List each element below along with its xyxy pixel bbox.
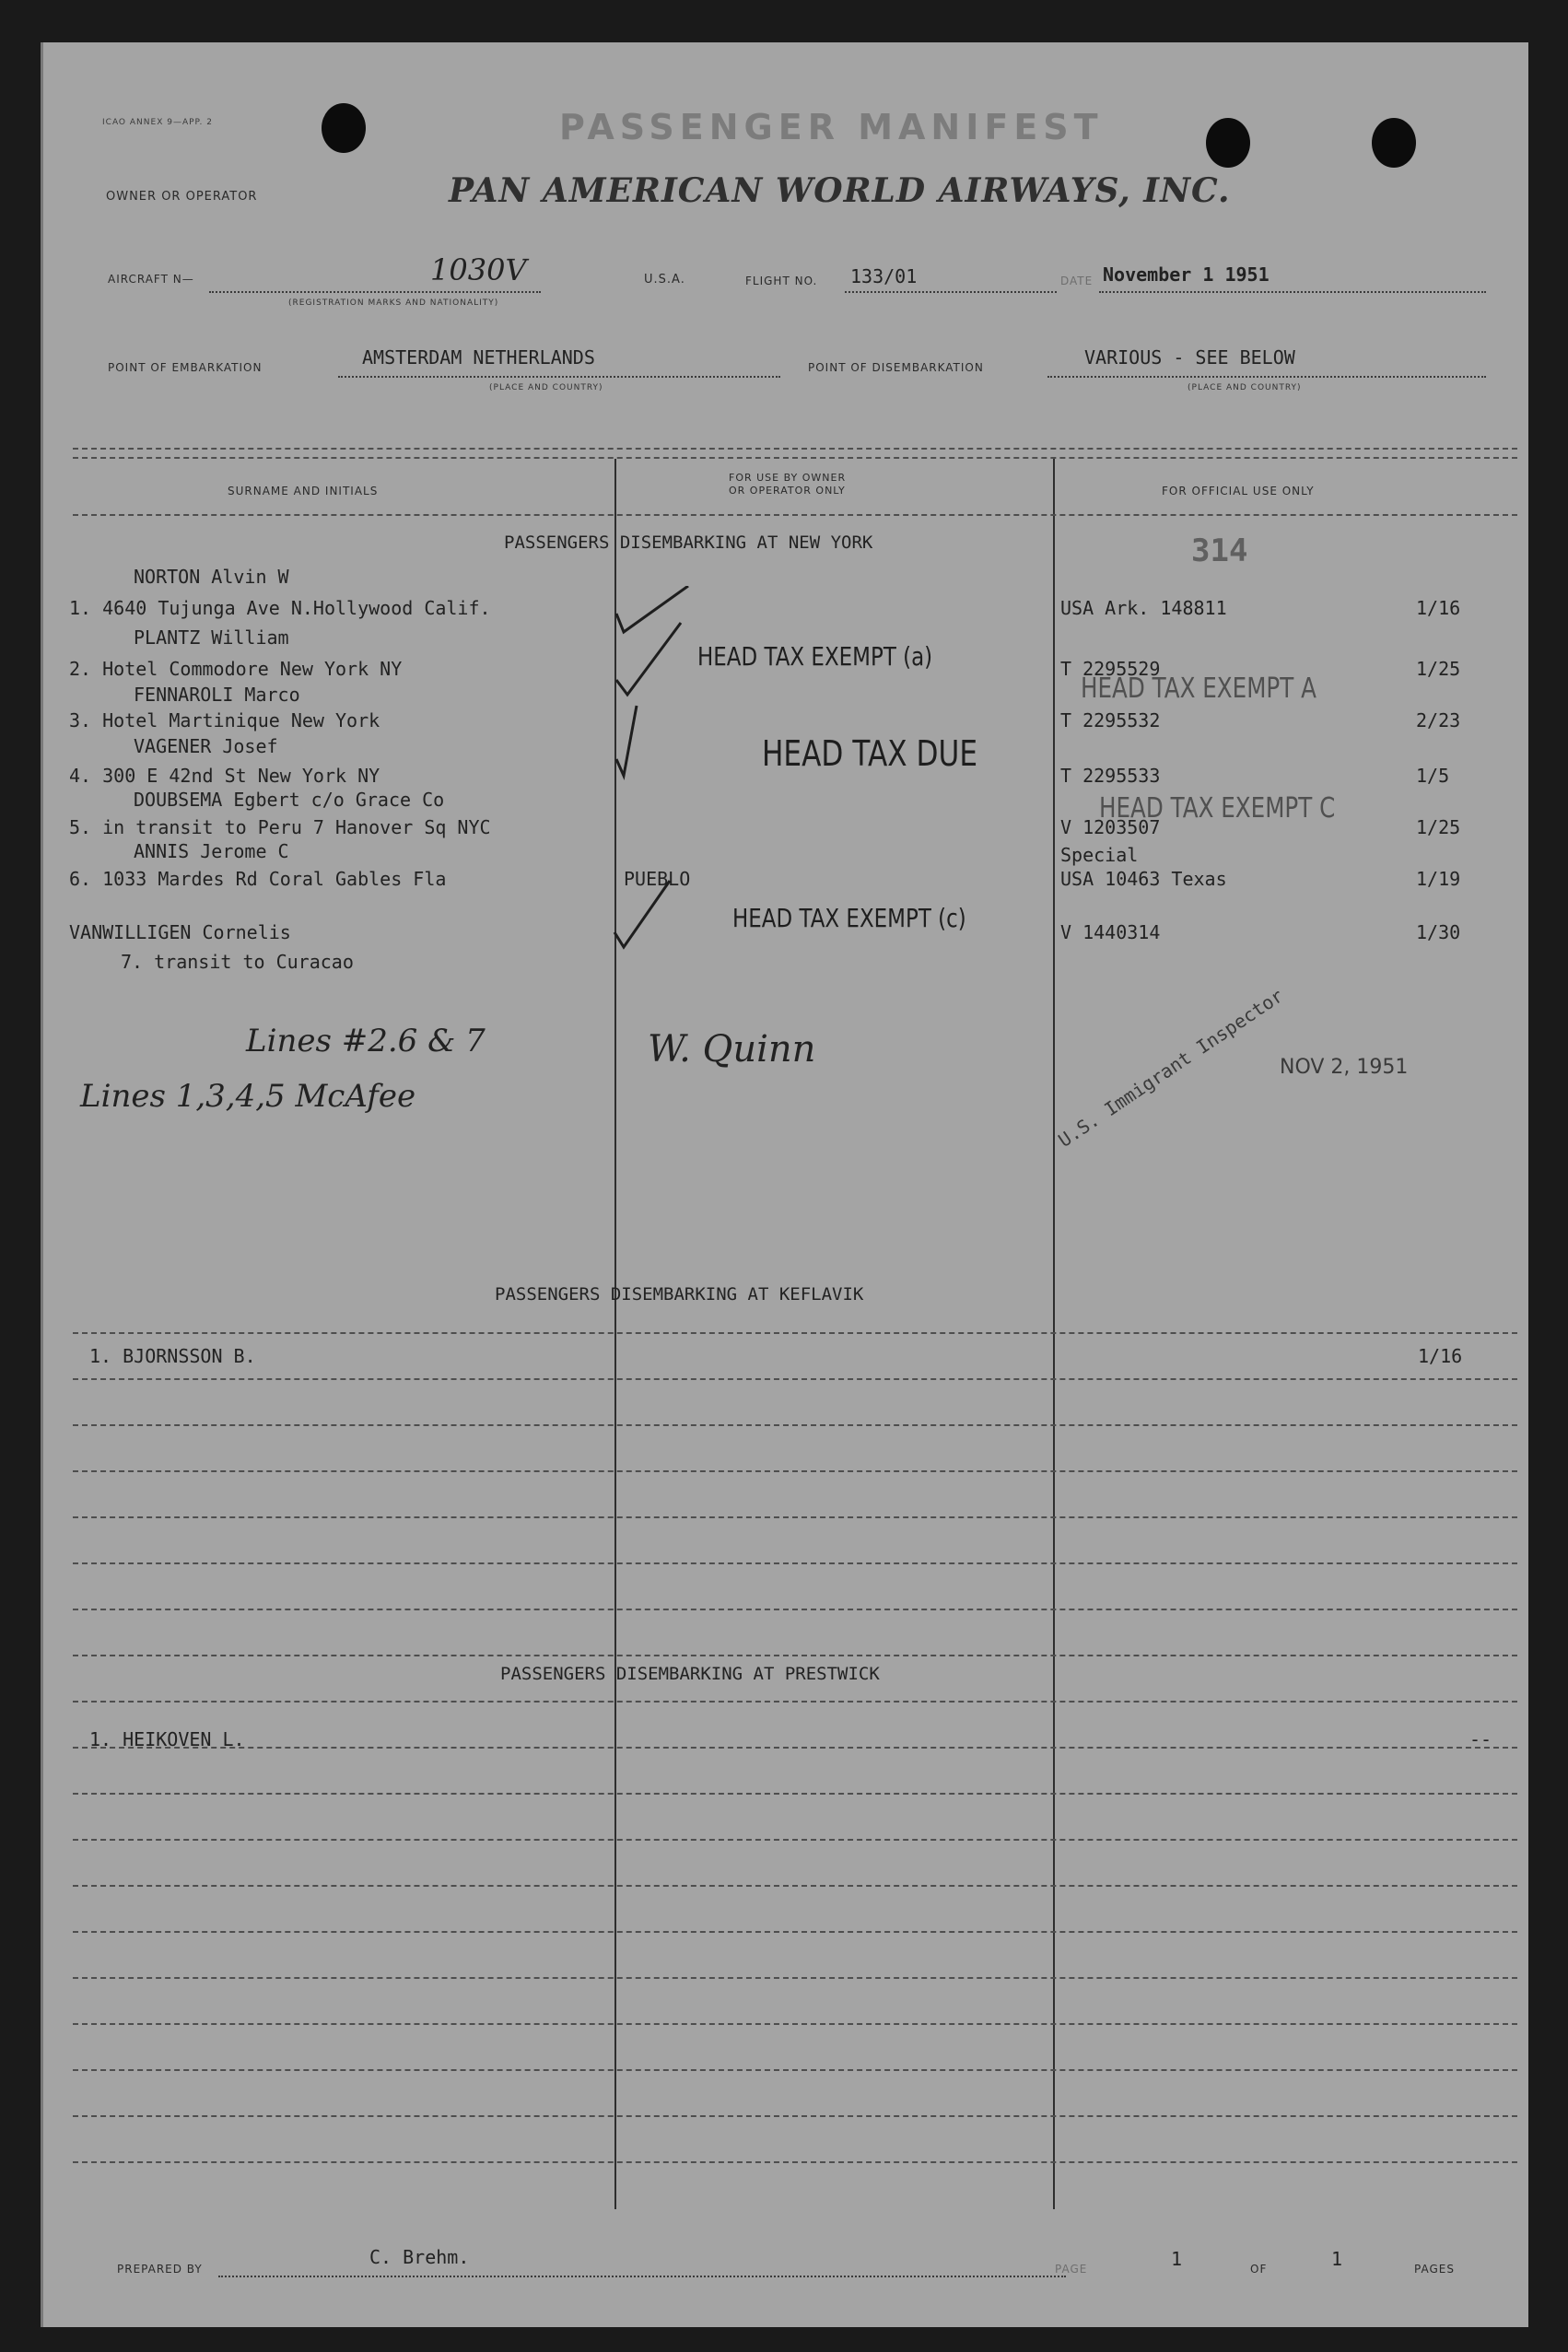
ledger-line — [73, 514, 1517, 516]
header-rule-bottom — [73, 457, 1517, 459]
passenger-name: ANNIS Jerome C — [134, 840, 289, 862]
section-heading-keflavik: PASSENGERS DISEMBARKING AT KEFLAVIK — [495, 1284, 864, 1305]
passenger-address: 6. 1033 Mardes Rd Coral Gables Fla — [69, 868, 447, 890]
section-heading-prestwick: PASSENGERS DISEMBARKING AT PRESTWICK — [500, 1664, 880, 1684]
punch-hole-right — [1372, 118, 1416, 168]
disembark-underline — [1047, 376, 1486, 378]
official-entry: USA Ark. 148811 — [1060, 597, 1227, 619]
row-fraction: 2/23 — [1416, 709, 1461, 731]
row-fraction: 1/30 — [1416, 921, 1461, 943]
check-mark-icon — [616, 623, 681, 695]
prepared-label: PREPARED BY — [117, 2263, 203, 2276]
ledger-line — [73, 1747, 1517, 1749]
embark-value: AMSTERDAM NETHERLANDS — [362, 346, 595, 369]
manifest-sheet — [41, 42, 1528, 2327]
row-fraction: 1/25 — [1416, 658, 1461, 680]
form-title: PASSENGER MANIFEST — [559, 107, 1104, 147]
ledger-line — [73, 2161, 1517, 2163]
ledger-line — [73, 1655, 1517, 1656]
ledger-line — [73, 1562, 1517, 1564]
aircraft-caption: (REGISTRATION MARKS AND NATIONALITY) — [288, 298, 499, 308]
col-owner-header-2: OR OPERATOR ONLY — [729, 485, 846, 497]
inspector-date: NOV 2, 1951 — [1280, 1056, 1409, 1079]
official-entry: T 2295529 — [1060, 658, 1161, 680]
row-fraction: 1/19 — [1416, 868, 1461, 890]
passenger-address: 7. transit to Curacao — [121, 951, 354, 973]
ledger-line — [73, 1885, 1517, 1887]
ledger-line — [73, 1332, 1517, 1334]
row-fraction: 1/5 — [1416, 765, 1450, 787]
owner-label: OWNER OR OPERATOR — [106, 190, 258, 204]
passenger-address: 3. Hotel Martinique New York — [69, 709, 380, 731]
keflavik-fraction: 1/16 — [1418, 1345, 1463, 1367]
date-value: November 1 1951 — [1103, 263, 1270, 286]
official-entry: T 2295533 — [1060, 765, 1161, 787]
inspector-stamp: U.S. Immigrant Inspector — [1054, 984, 1288, 1152]
ledger-line — [73, 1424, 1517, 1426]
official-entry: V 1440314 — [1060, 921, 1161, 943]
pages-label: PAGES — [1414, 2263, 1455, 2276]
date-underline — [1099, 291, 1486, 293]
of-label: OF — [1250, 2263, 1268, 2276]
keflavik-passenger: 1. BJORNSSON B. — [89, 1345, 256, 1367]
punch-hole-left — [322, 103, 366, 153]
punch-hole-center — [1206, 118, 1250, 168]
page-label: PAGE — [1055, 2263, 1088, 2276]
column-divider-2 — [1053, 459, 1055, 2209]
aircraft-label: AIRCRAFT N— — [108, 273, 194, 286]
disembark-value: VARIOUS - SEE BELOW — [1084, 346, 1295, 369]
flight-value: 133/01 — [850, 265, 918, 287]
flight-underline — [845, 291, 1057, 293]
passenger-name: VAGENER Josef — [134, 735, 278, 757]
passenger-address: 4. 300 E 42nd St New York NY — [69, 765, 380, 787]
handwritten-lines-2-6-7: Lines #2.6 & 7 — [246, 1023, 486, 1059]
passenger-address: 1. 4640 Tujunga Ave N.Hollywood Calif. — [69, 597, 491, 619]
passenger-name: FENNAROLI Marco — [134, 684, 300, 706]
prestwick-passenger: 1. HEIKOVEN L. — [89, 1728, 245, 1750]
ledger-line — [73, 1839, 1517, 1841]
disembark-label: POINT OF DISEMBARKATION — [808, 361, 984, 374]
ledger-line — [73, 2023, 1517, 2025]
ledger-line — [73, 1378, 1517, 1380]
ledger-line — [73, 2115, 1517, 2117]
passenger-name: DOUBSEMA Egbert c/o Grace Co — [134, 789, 445, 811]
ledger-line — [73, 1701, 1517, 1703]
stamp-head-tax-exempt-a-official: HEAD TAX EXEMPT A — [1081, 673, 1316, 705]
aircraft-underline — [209, 291, 541, 293]
aircraft-value: 1030V — [430, 252, 527, 287]
header-rule-top — [73, 448, 1517, 450]
handwritten-lines-1-3-4-5: Lines 1,3,4,5 McAfee — [80, 1078, 416, 1115]
ledger-line — [73, 1977, 1517, 1979]
official-entry: T 2295532 — [1060, 709, 1161, 731]
embark-label: POINT OF EMBARKATION — [108, 361, 263, 374]
official-entry: V 1203507 — [1060, 816, 1161, 838]
official-special: Special — [1060, 844, 1139, 866]
col-official-header: FOR OFFICIAL USE ONLY — [1162, 485, 1315, 497]
prestwick-fraction: -- — [1469, 1728, 1492, 1750]
stamp-head-tax-due: HEAD TAX DUE — [762, 733, 978, 774]
ledger-line — [73, 1609, 1517, 1610]
check-mark-icon — [616, 706, 637, 776]
row-fraction: 1/25 — [1416, 816, 1461, 838]
passenger-address: 5. in transit to Peru 7 Hanover Sq NYC — [69, 816, 491, 838]
col-owner-header-1: FOR USE BY OWNER — [729, 472, 847, 484]
passenger-name: PLANTZ William — [134, 626, 289, 649]
official-entry: USA 10463 Texas — [1060, 868, 1227, 890]
passenger-name: NORTON Alvin W — [134, 566, 289, 588]
passenger-name: VANWILLIGEN Cornelis — [69, 921, 291, 943]
ledger-line — [73, 1793, 1517, 1795]
section-heading-new-york: PASSENGERS DISEMBARKING AT NEW YORK — [504, 532, 873, 553]
flight-label: FLIGHT NO. — [745, 275, 818, 287]
row-fraction: 1/16 — [1416, 597, 1461, 619]
inspector-signature: W. Quinn — [648, 1028, 816, 1071]
stamp-head-tax-exempt-c-official: HEAD TAX EXEMPT C — [1099, 792, 1336, 825]
page-value: 1 — [1171, 2248, 1183, 2270]
embark-underline — [338, 376, 780, 378]
prepared-value: C. Brehm. — [369, 2246, 470, 2268]
owner-value: PAN AMERICAN WORLD AIRWAYS, INC. — [449, 171, 1231, 210]
ledger-line — [73, 1931, 1517, 1933]
page-number: 314 — [1191, 532, 1248, 569]
stamp-head-tax-exempt-a: HEAD TAX EXEMPT (a) — [697, 641, 933, 672]
pueblo-note: PUEBLO — [624, 868, 691, 890]
of-value: 1 — [1331, 2248, 1343, 2270]
disembark-caption: (PLACE AND COUNTRY) — [1188, 383, 1302, 392]
nationality: U.S.A. — [644, 273, 685, 287]
form-code: ICAO ANNEX 9—APP. 2 — [102, 118, 213, 127]
col-surname-header: SURNAME AND INITIALS — [228, 485, 379, 497]
ledger-line — [73, 1516, 1517, 1518]
embark-caption: (PLACE AND COUNTRY) — [489, 383, 603, 392]
prepared-underline — [218, 2276, 1066, 2277]
date-label: DATE — [1060, 275, 1094, 287]
passenger-address: 2. Hotel Commodore New York NY — [69, 658, 403, 680]
check-mark-icon — [614, 881, 670, 947]
ledger-line — [73, 1470, 1517, 1472]
ledger-line — [73, 2069, 1517, 2071]
stamp-head-tax-exempt-c: HEAD TAX EXEMPT (c) — [732, 903, 966, 933]
